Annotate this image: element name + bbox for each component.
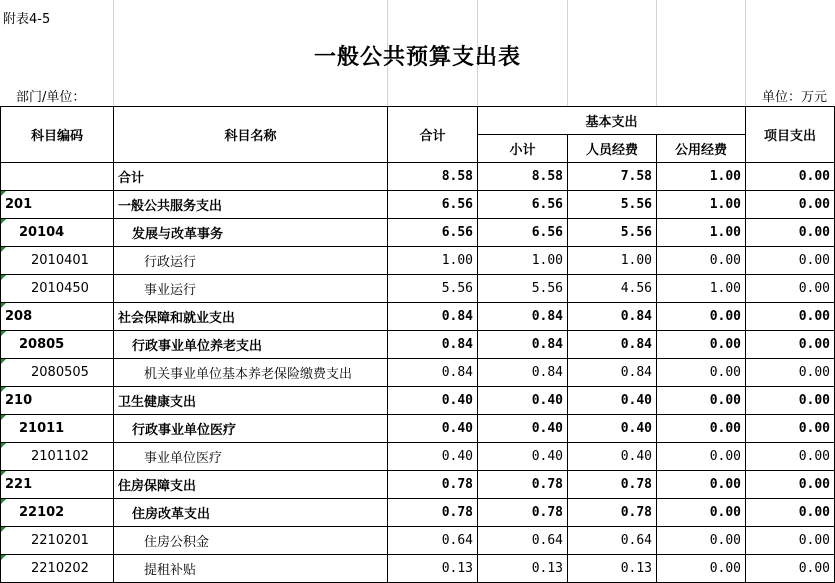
- cell-personnel[interactable]: 4.56: [568, 275, 657, 303]
- cell-project[interactable]: 0.00: [746, 415, 835, 443]
- cell-subtotal[interactable]: 0.40: [478, 415, 568, 443]
- cell-subtotal[interactable]: 5.56: [478, 275, 568, 303]
- cell-public[interactable]: 0.00: [657, 443, 746, 471]
- cell-name[interactable]: 发展与改革事务: [114, 219, 388, 247]
- cell-subtotal[interactable]: 0.40: [478, 387, 568, 415]
- cell-public[interactable]: 0.00: [657, 471, 746, 499]
- cell-total[interactable]: 6.56: [388, 191, 478, 219]
- cell-project[interactable]: 0.00: [746, 331, 835, 359]
- cell-name[interactable]: 住房保障支出: [114, 471, 388, 499]
- cell-code[interactable]: [1, 163, 114, 191]
- cell-project[interactable]: 0.00: [746, 303, 835, 331]
- cell-name[interactable]: 事业运行: [114, 275, 388, 303]
- cell-personnel[interactable]: 7.58: [568, 163, 657, 191]
- cell-public[interactable]: 0.00: [657, 499, 746, 527]
- cell-project[interactable]: 0.00: [746, 527, 835, 555]
- cell-total[interactable]: 0.40: [388, 387, 478, 415]
- cell-subtotal[interactable]: 0.84: [478, 359, 568, 387]
- cell-personnel[interactable]: 0.13: [568, 555, 657, 583]
- cell-subtotal[interactable]: 1.00: [478, 247, 568, 275]
- cell-code[interactable]: 201: [1, 191, 114, 219]
- cell-name[interactable]: 社会保障和就业支出: [114, 303, 388, 331]
- cell-code[interactable]: 20805: [1, 331, 114, 359]
- cell-total[interactable]: 0.84: [388, 303, 478, 331]
- header-basic[interactable]: 基本支出: [478, 107, 746, 135]
- cell-project[interactable]: 0.00: [746, 471, 835, 499]
- header-subtotal[interactable]: 小计: [478, 135, 568, 163]
- cell-marker-icon: [1, 387, 6, 392]
- cell-personnel[interactable]: 0.78: [568, 499, 657, 527]
- cell-public[interactable]: 1.00: [657, 191, 746, 219]
- cell-personnel[interactable]: 0.64: [568, 527, 657, 555]
- cell-name[interactable]: 卫生健康支出: [114, 387, 388, 415]
- table-row[interactable]: [1, 387, 835, 415]
- cell-code[interactable]: 2010401: [1, 247, 114, 275]
- table-row[interactable]: [1, 247, 835, 275]
- table-row[interactable]: [1, 555, 835, 583]
- cell-public[interactable]: 0.00: [657, 359, 746, 387]
- cell-marker-icon: [1, 247, 6, 252]
- header-public[interactable]: 公用经费: [657, 135, 746, 163]
- cell-subtotal[interactable]: 0.78: [478, 499, 568, 527]
- cell-marker-icon: [1, 191, 6, 196]
- header-name[interactable]: 科目名称: [114, 107, 388, 163]
- cell-total[interactable]: 0.13: [388, 555, 478, 583]
- table-row[interactable]: [1, 303, 835, 331]
- cell-personnel[interactable]: 0.40: [568, 415, 657, 443]
- cell-total[interactable]: 0.84: [388, 331, 478, 359]
- cell-subtotal[interactable]: 8.58: [478, 163, 568, 191]
- cell-public[interactable]: 0.00: [657, 331, 746, 359]
- cell-project[interactable]: 0.00: [746, 219, 835, 247]
- table-row[interactable]: [1, 415, 835, 443]
- cell-subtotal[interactable]: 6.56: [478, 219, 568, 247]
- unit-label: 单位：万元: [761, 90, 827, 105]
- table-row[interactable]: [1, 527, 835, 555]
- cell-code[interactable]: 221: [1, 471, 114, 499]
- cell-public[interactable]: 0.00: [657, 555, 746, 583]
- cell-project[interactable]: 0.00: [746, 555, 835, 583]
- cell-public[interactable]: 0.00: [657, 387, 746, 415]
- cell-marker-icon: [1, 555, 6, 560]
- cell-name[interactable]: 行政事业单位养老支出: [114, 331, 388, 359]
- cell-subtotal[interactable]: 0.40: [478, 443, 568, 471]
- header-project[interactable]: 项目支出: [746, 107, 835, 163]
- cell-personnel[interactable]: 0.78: [568, 471, 657, 499]
- cell-marker-icon: [1, 275, 6, 280]
- cell-personnel[interactable]: 0.40: [568, 387, 657, 415]
- cell-public[interactable]: 1.00: [657, 275, 746, 303]
- cell-public[interactable]: 0.00: [657, 303, 746, 331]
- cell-personnel[interactable]: 5.56: [568, 191, 657, 219]
- cell-subtotal[interactable]: 0.84: [478, 303, 568, 331]
- cell-marker-icon: [1, 499, 6, 504]
- cell-name[interactable]: 事业单位医疗: [114, 443, 388, 471]
- cell-marker-icon: [1, 303, 6, 308]
- cell-project[interactable]: 0.00: [746, 443, 835, 471]
- cell-project[interactable]: 0.00: [746, 163, 835, 191]
- cell-code[interactable]: 2010450: [1, 275, 114, 303]
- header-personnel[interactable]: 人员经费: [568, 135, 657, 163]
- cell-project[interactable]: 0.00: [746, 275, 835, 303]
- table-note: 附表4-5: [3, 12, 51, 27]
- cell-project[interactable]: 0.00: [746, 247, 835, 275]
- cell-subtotal[interactable]: 0.84: [478, 331, 568, 359]
- cell-marker-icon: [1, 359, 6, 364]
- cell-public[interactable]: 0.00: [657, 527, 746, 555]
- cell-marker-icon: [1, 527, 6, 532]
- cell-code[interactable]: 2210201: [1, 527, 114, 555]
- table-row[interactable]: [1, 163, 835, 191]
- cell-name[interactable]: 一般公共服务支出: [114, 191, 388, 219]
- cell-total[interactable]: 0.84: [388, 359, 478, 387]
- cell-name[interactable]: 住房公积金: [114, 527, 388, 555]
- cell-public[interactable]: 1.00: [657, 163, 746, 191]
- cell-total[interactable]: 6.56: [388, 219, 478, 247]
- table-row[interactable]: [1, 359, 835, 387]
- cell-marker-icon: [1, 471, 6, 476]
- cell-name[interactable]: 机关事业单位基本养老保险缴费支出: [114, 359, 388, 387]
- header-total[interactable]: 合计: [388, 107, 478, 163]
- table-row[interactable]: [1, 471, 835, 499]
- cell-project[interactable]: 0.00: [746, 359, 835, 387]
- cell-project[interactable]: 0.00: [746, 191, 835, 219]
- cell-marker-icon: [1, 415, 6, 420]
- cell-personnel[interactable]: 0.40: [568, 443, 657, 471]
- cell-marker-icon: [1, 219, 6, 224]
- cell-name[interactable]: 提租补贴: [114, 555, 388, 583]
- cell-public[interactable]: 0.00: [657, 247, 746, 275]
- table-row[interactable]: [1, 275, 835, 303]
- cell-code[interactable]: 2101102: [1, 443, 114, 471]
- table-row[interactable]: [1, 499, 835, 527]
- cell-subtotal[interactable]: 0.13: [478, 555, 568, 583]
- cell-total[interactable]: 5.56: [388, 275, 478, 303]
- cell-code[interactable]: 2210202: [1, 555, 114, 583]
- cell-total[interactable]: 8.58: [388, 163, 478, 191]
- department-label[interactable]: 部门/单位：: [16, 90, 86, 105]
- cell-subtotal[interactable]: 6.56: [478, 191, 568, 219]
- page-title: 一般公共预算支出表: [313, 45, 521, 70]
- table-row[interactable]: [1, 191, 835, 219]
- cell-total[interactable]: 1.00: [388, 247, 478, 275]
- cell-code[interactable]: 21011: [1, 415, 114, 443]
- cell-personnel[interactable]: 5.56: [568, 219, 657, 247]
- cell-personnel[interactable]: 0.84: [568, 359, 657, 387]
- cell-name[interactable]: 住房改革支出: [114, 499, 388, 527]
- cell-marker-icon: [1, 443, 6, 448]
- cell-personnel[interactable]: 1.00: [568, 247, 657, 275]
- cell-code[interactable]: 20104: [1, 219, 114, 247]
- cell-name[interactable]: 行政事业单位医疗: [114, 415, 388, 443]
- budget-table: [0, 106, 835, 583]
- table-row[interactable]: [1, 443, 835, 471]
- cell-public[interactable]: 0.00: [657, 415, 746, 443]
- cell-code[interactable]: 210: [1, 387, 114, 415]
- cell-code[interactable]: 2080505: [1, 359, 114, 387]
- cell-code[interactable]: 22102: [1, 499, 114, 527]
- cell-total[interactable]: 0.78: [388, 499, 478, 527]
- cell-total[interactable]: 0.40: [388, 443, 478, 471]
- cell-personnel[interactable]: 0.84: [568, 303, 657, 331]
- cell-total[interactable]: 0.64: [388, 527, 478, 555]
- cell-project[interactable]: 0.00: [746, 499, 835, 527]
- cell-total[interactable]: 0.40: [388, 415, 478, 443]
- cell-total[interactable]: 0.78: [388, 471, 478, 499]
- cell-code[interactable]: 208: [1, 303, 114, 331]
- cell-name[interactable]: 行政运行: [114, 247, 388, 275]
- cell-personnel[interactable]: 0.84: [568, 331, 657, 359]
- cell-subtotal[interactable]: 0.78: [478, 471, 568, 499]
- table-row[interactable]: [1, 219, 835, 247]
- table-row[interactable]: [1, 331, 835, 359]
- cell-public[interactable]: 1.00: [657, 219, 746, 247]
- cell-name[interactable]: 合计: [114, 163, 388, 191]
- cell-project[interactable]: 0.00: [746, 387, 835, 415]
- cell-marker-icon: [1, 331, 6, 336]
- cell-subtotal[interactable]: 0.64: [478, 527, 568, 555]
- header-code[interactable]: 科目编码: [1, 107, 114, 163]
